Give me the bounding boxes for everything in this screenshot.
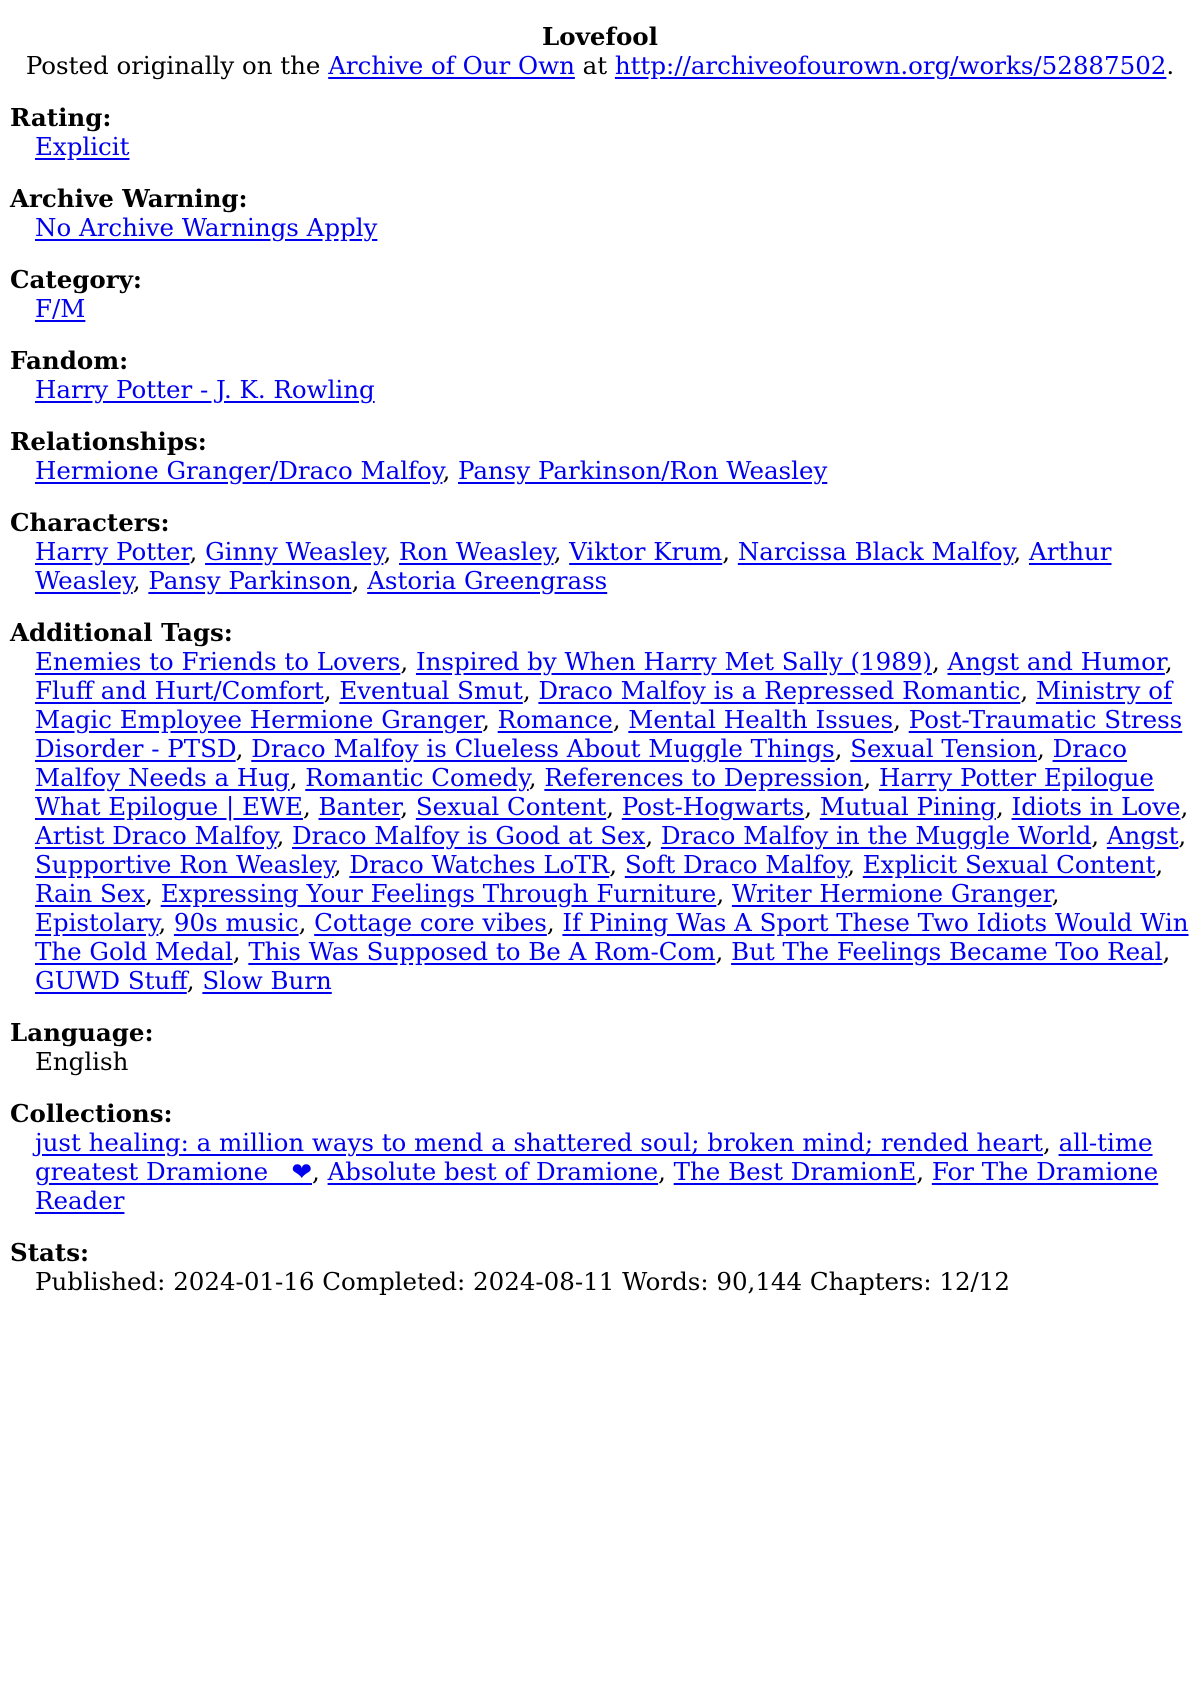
archive-warning-value <box>35 213 1190 242</box>
separator: , <box>312 1157 328 1186</box>
characters-tag-link[interactable]: Arthur Weasley <box>35 537 1112 595</box>
separator: , <box>658 1157 674 1186</box>
separator: , <box>1013 537 1029 566</box>
additional-tags-tag-link[interactable]: GUWD Stuff <box>35 966 187 995</box>
separator: , <box>722 537 738 566</box>
additional-tags-tag-link[interactable]: Explicit Sexual Content <box>862 850 1156 879</box>
additional-tags-tag-link[interactable]: Ministry of Magic Employee Hermione Granger <box>35 676 1173 734</box>
additional-tags-tag-link[interactable]: Rain Sex <box>35 879 146 908</box>
collections-tag-link[interactable]: The Best DramionE <box>673 1157 917 1186</box>
separator: , <box>804 792 820 821</box>
fandom-value <box>35 375 1190 404</box>
additional-tags-tag-link[interactable]: But The Feelings Became Too Real <box>731 937 1163 966</box>
additional-tags-tag-link[interactable]: Artist Draco Malfoy <box>35 821 277 850</box>
category-section <box>10 265 1190 323</box>
work-url-link[interactable]: http://archiveofourown.org/works/52887502 <box>614 51 1167 80</box>
additional-tags-tag-link[interactable]: Mutual Pining <box>819 792 996 821</box>
language-label: Language: <box>10 1018 154 1047</box>
additional-tags-tag-link[interactable]: Draco Malfoy is Clueless About Muggle Things <box>251 734 835 763</box>
rating-value <box>35 132 1190 161</box>
stats-value <box>35 1267 1190 1296</box>
separator: , <box>931 647 948 676</box>
relationships-label: Relationships: <box>10 427 207 456</box>
separator: , <box>232 937 249 966</box>
additional-tags-tag-link[interactable]: Mental Health Issues <box>628 705 894 734</box>
characters-value <box>35 537 1190 595</box>
separator: , <box>186 966 203 995</box>
characters-tag-link[interactable]: Harry Potter <box>35 537 190 566</box>
additional-tags-tag-link[interactable]: Draco Malfoy Needs a Hug <box>35 734 1127 792</box>
characters-tag-link[interactable]: Ginny Weasley <box>205 537 384 566</box>
additional-tags-tag-link[interactable]: References to Depression <box>544 763 864 792</box>
separator: , <box>289 763 306 792</box>
stats-text: Published: 2024-01-16 Completed: 2024-08-11 Words: 90,144 Chapters: 12/12 <box>35 1267 1010 1296</box>
additional-tags-tag-link[interactable]: Banter <box>318 792 401 821</box>
additional-tags-tag-link[interactable]: Draco Malfoy is Good at Sex <box>292 821 646 850</box>
additional-tags-tag-link[interactable]: Sexual Tension <box>850 734 1037 763</box>
separator: , <box>1036 734 1053 763</box>
fandom-tag-link[interactable]: Harry Potter - J. K. Rowling <box>35 375 375 404</box>
additional-tags-label: Additional Tags: <box>10 618 233 647</box>
additional-tags-tag-link[interactable]: 90s music <box>173 908 299 937</box>
separator: , <box>716 879 732 908</box>
additional-tags-tag-link[interactable]: Enemies to Friends to Lovers <box>35 647 401 676</box>
separator: , <box>863 763 879 792</box>
relationships-value <box>35 456 1190 485</box>
additional-tags-section <box>10 618 1190 995</box>
stats-section <box>10 1238 1190 1296</box>
separator: , <box>400 647 416 676</box>
category-label: Category: <box>10 265 142 294</box>
separator: , <box>132 566 149 595</box>
separator: , <box>546 908 563 937</box>
relationships-section <box>10 427 1190 485</box>
separator: , <box>333 850 350 879</box>
separator: , <box>916 1157 932 1186</box>
metadata-sections <box>10 103 1190 1296</box>
language-value <box>35 1047 1190 1076</box>
characters-tag-link[interactable]: Viktor Krum <box>569 537 723 566</box>
separator: , <box>995 792 1012 821</box>
additional-tags-tag-link[interactable]: Romance <box>497 705 613 734</box>
additional-tags-tag-link[interactable]: If Pining Was A Sport These Two Idiots Would Win The Gold Medal <box>35 908 1189 966</box>
additional-tags-tag-link[interactable]: Draco Malfoy is a Repressed Romantic <box>538 676 1021 705</box>
posted-suffix: . <box>1166 51 1175 80</box>
separator: , <box>1180 792 1189 821</box>
separator: , <box>145 879 161 908</box>
separator: , <box>1155 850 1164 879</box>
stats-label: Stats: <box>10 1238 90 1267</box>
collections-label: Collections: <box>10 1099 173 1128</box>
characters-label: Characters: <box>10 508 170 537</box>
separator: , <box>893 705 909 734</box>
separator: , <box>606 792 622 821</box>
language-text: English <box>35 1047 129 1076</box>
additional-tags-tag-link[interactable]: Writer Hermione Granger <box>731 879 1052 908</box>
separator: , <box>612 705 629 734</box>
separator: , <box>351 566 368 595</box>
posted-line <box>10 51 1190 80</box>
characters-tag-link[interactable]: Narcissa Black Malfoy <box>737 537 1014 566</box>
separator: , <box>553 537 570 566</box>
additional-tags-tag-link[interactable]: Fluff and Hurt/Comfort <box>35 676 324 705</box>
separator: , <box>189 537 206 566</box>
separator: , <box>482 705 498 734</box>
collections-section <box>10 1099 1190 1215</box>
collections-value <box>35 1128 1190 1215</box>
separator: , <box>276 821 293 850</box>
posted-prefix: Posted originally on the <box>25 51 329 80</box>
separator: , <box>235 734 252 763</box>
language-section <box>10 1018 1190 1076</box>
collections-tag-link[interactable]: Absolute best of Dramione <box>327 1157 659 1186</box>
additional-tags-tag-link[interactable]: Draco Watches LoTR <box>349 850 610 879</box>
additional-tags-tag-link[interactable]: Idiots in Love <box>1011 792 1181 821</box>
separator: , <box>645 821 661 850</box>
additional-tags-tag-link[interactable]: Sexual Content <box>415 792 607 821</box>
relationships-tag-link[interactable]: Hermione Granger/Draco Malfoy <box>35 456 443 485</box>
separator: , <box>715 937 732 966</box>
additional-tags-tag-link[interactable]: Romantic Comedy <box>305 763 529 792</box>
archive-warning-tag-link[interactable]: No Archive Warnings Apply <box>35 213 378 242</box>
separator: , <box>1162 937 1171 966</box>
additional-tags-tag-link[interactable]: Supportive Ron Weasley <box>35 850 334 879</box>
separator: , <box>158 908 174 937</box>
separator: , <box>1178 821 1187 850</box>
collections-tag-link[interactable]: just healing: a million ways to mend a shattered soul; broken mind; rended heart <box>35 1128 1043 1157</box>
separator: , <box>1051 879 1060 908</box>
work-title: Lovefool <box>542 22 658 51</box>
fandom-label: Fandom: <box>10 346 129 375</box>
additional-tags-tag-link[interactable]: Cottage core vibes <box>314 908 547 937</box>
separator: , <box>302 792 319 821</box>
posted-middle: at <box>574 51 615 80</box>
additional-tags-value <box>35 647 1190 995</box>
rating-section <box>10 103 1190 161</box>
additional-tags-tag-link[interactable]: Inspired by When Harry Met Sally (1989) <box>415 647 932 676</box>
rating-tag-link[interactable]: Explicit <box>35 132 130 161</box>
archive-link[interactable]: Archive of Our Own <box>328 51 575 80</box>
separator: , <box>528 763 545 792</box>
separator: , <box>1020 676 1036 705</box>
additional-tags-tag-link[interactable]: Expressing Your Feelings Through Furniture <box>160 879 717 908</box>
characters-tag-link[interactable]: Pansy Parkinson <box>148 566 352 595</box>
separator: , <box>1043 1128 1059 1157</box>
additional-tags-tag-link[interactable]: Angst and Humor <box>947 647 1165 676</box>
additional-tags-tag-link[interactable]: This Was Supposed to Be A Rom-Com <box>248 937 716 966</box>
separator: , <box>298 908 315 937</box>
separator: , <box>383 537 400 566</box>
fandom-section <box>10 346 1190 404</box>
separator: , <box>442 456 459 485</box>
separator: , <box>847 850 863 879</box>
additional-tags-tag-link[interactable]: Epistolary <box>35 908 159 937</box>
additional-tags-tag-link[interactable]: Angst <box>1106 821 1179 850</box>
additional-tags-tag-link[interactable]: Harry Potter Epilogue What Epilogue | EWE <box>35 763 1154 821</box>
separator: , <box>323 676 340 705</box>
category-value <box>35 294 1190 323</box>
characters-tag-link[interactable]: Astoria Greengrass <box>367 566 608 595</box>
characters-tag-link[interactable]: Ron Weasley <box>399 537 554 566</box>
additional-tags-tag-link[interactable]: Eventual Smut <box>339 676 523 705</box>
relationships-tag-link[interactable]: Pansy Parkinson/Ron Weasley <box>458 456 828 485</box>
additional-tags-tag-link[interactable]: Soft Draco Malfoy <box>624 850 848 879</box>
characters-section <box>10 508 1190 595</box>
archive-warning-label: Archive Warning: <box>10 184 248 213</box>
separator: , <box>1091 821 1107 850</box>
archive-warning-section <box>10 184 1190 242</box>
additional-tags-tag-link[interactable]: Draco Malfoy in the Muggle World <box>660 821 1092 850</box>
separator: , <box>400 792 416 821</box>
separator: , <box>834 734 851 763</box>
collections-tag-link[interactable]: all-time greatest Dramione ❤ <box>35 1128 1153 1186</box>
category-tag-link[interactable]: F/M <box>35 294 86 323</box>
additional-tags-tag-link[interactable]: Post-Traumatic Stress Disorder - PTSD <box>35 705 1183 763</box>
rating-label: Rating: <box>10 103 112 132</box>
separator: , <box>609 850 625 879</box>
collections-tag-link[interactable]: For The Dramione Reader <box>35 1157 1159 1215</box>
additional-tags-tag-link[interactable]: Slow Burn <box>202 966 332 995</box>
additional-tags-tag-link[interactable]: Post-Hogwarts <box>621 792 805 821</box>
separator: , <box>522 676 539 705</box>
separator: , <box>1164 647 1173 676</box>
